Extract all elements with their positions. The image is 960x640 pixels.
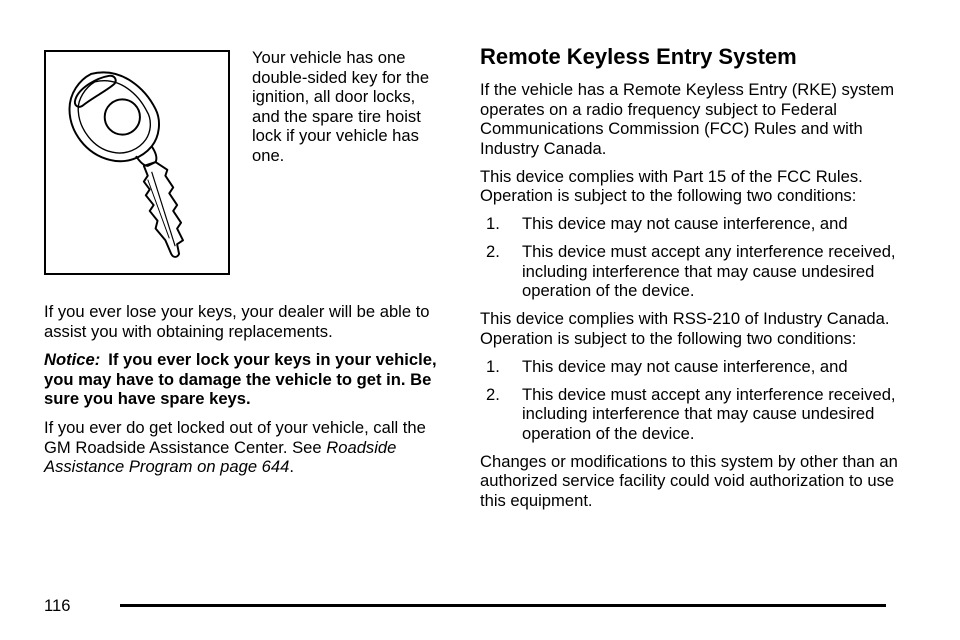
key-description: Your vehicle has one double-sided key for the ignition, all door locks, and the spare tire hoist lock if your vehicle has one. [252, 48, 430, 165]
list-item [486, 385, 900, 444]
key-icon [46, 52, 228, 273]
section-heading: Remote Keyless Entry System [480, 44, 797, 69]
footer-rule [120, 604, 886, 607]
list-text: This device must accept any interference received, including interference that may cause undesired operation of the device. [522, 384, 896, 443]
key-illustration [44, 50, 230, 275]
modifications-paragraph: Changes or modifications to this system by other than an authorized service facility could void authorization to use this equipment. [480, 451, 898, 510]
list-text: This device must accept any interference received, including interference that may cause undesired operation of the device. [522, 242, 896, 300]
notice-label: Notice: [44, 350, 101, 369]
list-number: 1. [486, 214, 500, 233]
rss-conditions-list [480, 357, 900, 444]
list-item [486, 214, 900, 234]
list-text: This device may not cause interference, and [522, 356, 848, 376]
fcc-conditions-list [480, 214, 900, 301]
list-item [486, 242, 900, 301]
locked-out-end: . [289, 457, 294, 476]
list-text: This device may not cause interference, and [522, 214, 848, 233]
lost-keys-paragraph: If you ever lose your keys, your dealer will be able to assist you with obtaining replacements. [44, 302, 430, 341]
list-number: 1. [486, 356, 500, 376]
notice-paragraph [44, 350, 444, 409]
page-number: 116 [44, 596, 71, 615]
rss-paragraph: This device complies with RSS-210 of Industry Canada. Operation is subject to the following two conditions: [480, 309, 890, 348]
notice-text: If you ever lock your keys in your vehicle, you may have to damage the vehicle to get in. Be sure you have spare keys. [44, 350, 437, 408]
locked-out-paragraph [44, 418, 444, 477]
list-number: 2. [486, 242, 500, 261]
right-column [480, 44, 900, 519]
locked-out-text: If you ever do get locked out of your vehicle, call the GM Roadside Assistance Center. See [44, 418, 426, 457]
fcc-paragraph: This device complies with Part 15 of the FCC Rules. Operation is subject to the following two conditions: [480, 166, 863, 205]
rke-intro-paragraph: If the vehicle has a Remote Keyless Entry (RKE) system operates on a radio frequency subject to Federal Communications Commission (FCC) Rules and with Industry Canada. [480, 80, 895, 158]
list-item [486, 357, 900, 377]
list-number: 2. [486, 384, 500, 404]
roadside-assistance-link[interactable]: Roadside Assistance Program on page 644 [44, 437, 397, 476]
